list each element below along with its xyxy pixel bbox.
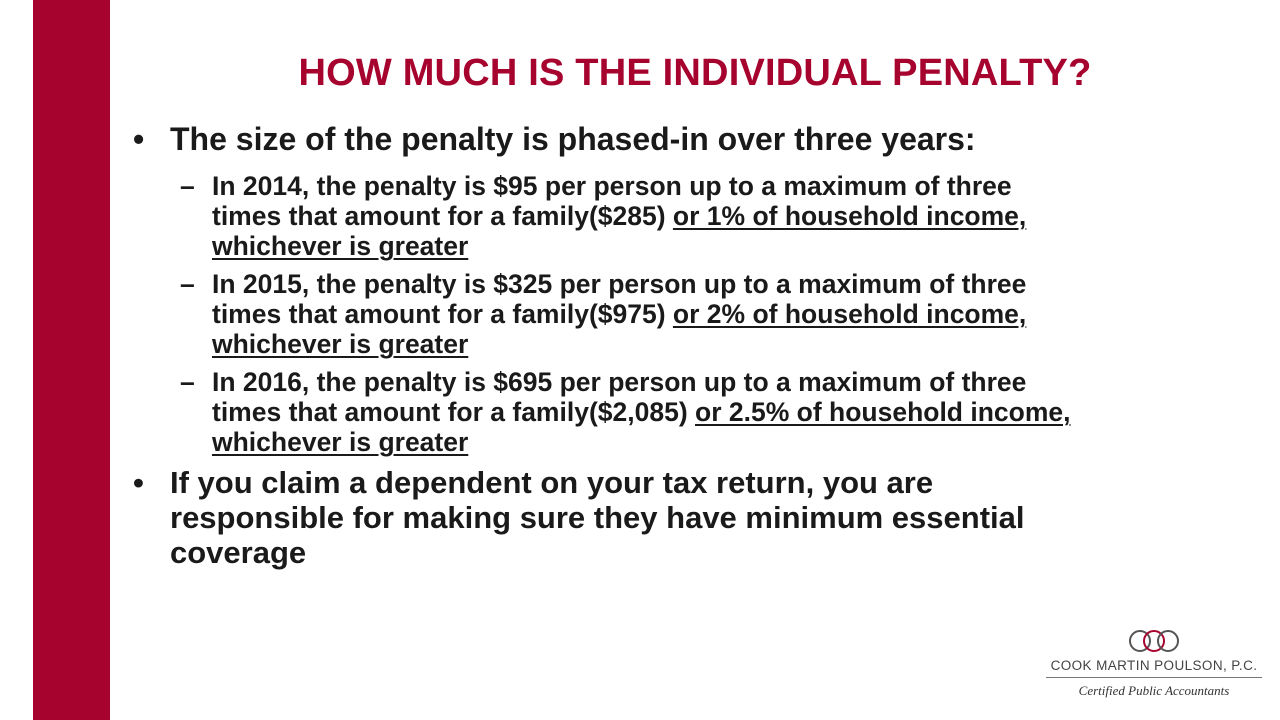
underlined-text: whichever is greater <box>212 427 469 457</box>
sub-item-2015 <box>133 269 1273 359</box>
bullet-text: The size of the penalty is phased-in over three years: <box>170 121 976 157</box>
underlined-text: or 1% of household income, <box>672 201 1027 231</box>
sub-item-2016 <box>133 367 1273 457</box>
dash-marker: – <box>180 367 195 397</box>
sub-item-text: times that amount for a family($975) <box>212 299 673 329</box>
sub-item-line <box>212 427 1273 457</box>
sub-item-line <box>212 231 1273 261</box>
underlined-text: whichever is greater <box>212 329 469 359</box>
underlined-text: or 2% of household income, <box>672 299 1027 329</box>
sub-item-line: In 2016, the penalty is $695 per person up to a maximum of three <box>212 367 1027 397</box>
dash-marker: – <box>180 171 195 201</box>
slide-title: HOW MUCH IS THE INDIVIDUAL PENALTY? <box>298 52 1092 94</box>
sub-item-line: In 2014, the penalty is $95 per person up to a maximum of three <box>212 171 1012 201</box>
bullet-item <box>133 465 1273 570</box>
sub-item-line <box>212 329 1273 359</box>
underlined-text: whichever is greater <box>212 231 469 261</box>
sub-item-text: times that amount for a family($2,085) <box>212 397 696 427</box>
bullet-marker: • <box>133 121 145 157</box>
bullet-line: If you claim a dependent on your tax return, you are <box>170 465 934 500</box>
underlined-text: or 2.5% of household income, <box>695 397 1071 427</box>
bullet-marker: • <box>133 465 144 500</box>
company-logo <box>1046 628 1262 712</box>
sub-item-line <box>212 397 1273 427</box>
bullet-line: coverage <box>170 535 307 570</box>
sub-item-line <box>212 299 1273 329</box>
company-tagline: Certified Public Accountants <box>1078 683 1230 698</box>
bullet-item <box>133 122 1273 157</box>
accent-side-bar <box>33 0 110 720</box>
sub-item-2014 <box>133 171 1273 261</box>
bullet-line: responsible for making sure they have minimum essential <box>170 500 1025 535</box>
dash-marker: – <box>180 269 195 299</box>
three-rings-icon <box>1124 628 1184 654</box>
sub-item-line <box>212 201 1273 231</box>
slide-content <box>133 118 1273 570</box>
sub-item-text: times that amount for a family($285) <box>212 201 673 231</box>
sub-item-line: In 2015, the penalty is $325 per person up to a maximum of three <box>212 269 1027 299</box>
company-name: COOK MARTIN POULSON, P.C. <box>1046 658 1262 678</box>
